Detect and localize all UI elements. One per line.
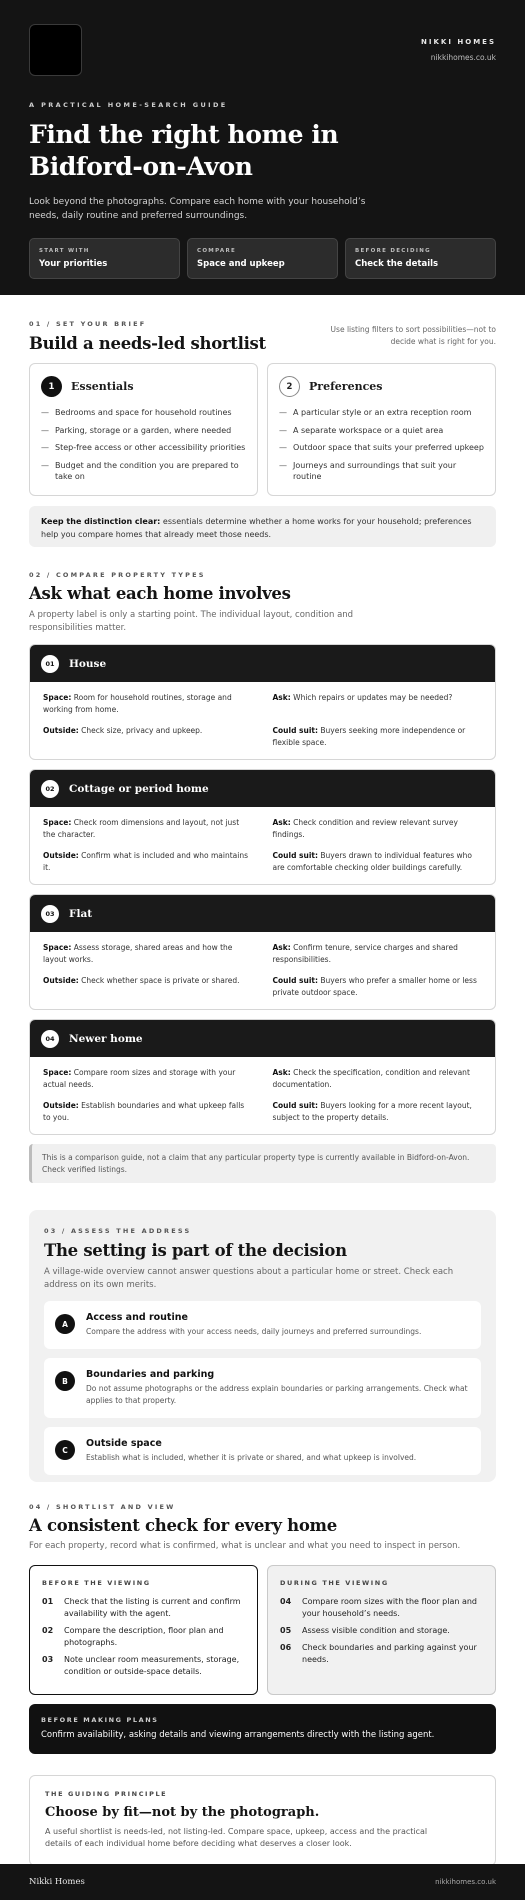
number-badge: 2 [279,376,300,397]
property-type-cottage [29,769,496,885]
address-section [29,1210,496,1482]
item-text: Note unclear room measurements, storage, condition or outside-space details. [64,1655,240,1676]
hero-card-label: COMPARE [197,248,237,254]
card-header [41,376,246,397]
list-item: — Outdoor space that suits your preferred upkeep [279,442,484,454]
value: Compare room sizes and storage with your actual needs. [43,1068,236,1089]
footer-url-link[interactable]: nikkihomes.co.uk [435,1878,496,1886]
principle-text: A useful shortlist is needs-led, not listing-led. Compare space, upkeep, access and the practical details of each individual home before deciding what deserves a closer look. [45,1827,428,1848]
before-making-plans-banner [29,1704,496,1754]
number-badge: 04 [41,1030,59,1048]
value: Assess storage, shared areas and how the layout works. [43,943,233,964]
section-eyebrow: 03 / ASSESS THE ADDRESS [44,1227,192,1235]
brand-name: NIKKI HOMES [421,38,496,46]
item-text: Assess visible condition and storage. [302,1626,450,1635]
label: Could suit: [272,851,319,860]
list-item: — Bedrooms and space for household routines [41,407,246,419]
item-number: 05 [280,1626,292,1635]
priority-cards [29,363,496,496]
property-type-header [30,895,495,932]
space-detail [43,1067,253,1092]
list-item: — A particular style or an extra reception room [279,407,484,419]
list-item: — A separate workspace or a quiet area [279,425,484,437]
property-type-body [30,1057,495,1134]
item-number: 01 [42,1597,54,1606]
label: Could suit: [272,976,319,985]
card-header [279,376,484,397]
could-suit-detail [273,1100,483,1125]
could-suit-detail [273,725,483,750]
item-text: Compare the description, floor plan and photographs. [64,1626,224,1647]
property-type-newer-home [29,1019,496,1135]
card-title: Preferences [309,380,383,393]
preferences-list [279,407,484,483]
section-subtitle: A property label is only a starting point. The individual layout, condition and responsibilities matter. [29,610,354,633]
item-text: Compare room sizes with the floor plan and your household’s needs. [302,1597,478,1618]
label: Could suit: [272,726,319,735]
checklist-item [42,1654,245,1678]
number-badge: 02 [41,780,59,798]
checklist-item [280,1596,483,1620]
card-title: Essentials [71,380,134,393]
address-check-title: Boundaries and parking [86,1369,215,1380]
number-badge: 01 [41,655,59,673]
section-title: Ask what each home involves [29,584,291,603]
label: Space: [43,818,72,827]
hero-card-before-deciding [345,238,496,279]
footer-brand-name: Nikki Homes [29,1877,85,1887]
hero-eyebrow: A PRACTICAL HOME-SEARCH GUIDE [29,101,228,109]
hero-intro: Look beyond the photographs. Compare each home with your household’s needs, daily routine and preferred surroundings. [29,197,366,221]
property-type-header [30,1020,495,1057]
hero-title-line1: Find the right home in [29,120,339,149]
checklist-item [280,1625,483,1637]
value: Buyers seeking more independence or flexible space. [272,726,466,747]
address-check-title: Outside space [86,1438,162,1449]
principle-title: Choose by fit—not by the photograph. [45,1805,320,1820]
item-number: 02 [42,1626,54,1635]
hero-title [29,119,496,183]
hero-card-label: START WITH [39,248,90,254]
callout-text: essentials determine whether a home works for your household; preferences help you compare homes that already meet those needs. [41,517,472,539]
card-label: DURING THE VIEWING [280,1579,389,1587]
could-suit-detail [273,975,483,1000]
property-type-body [30,932,495,1009]
guiding-principle-card [29,1775,496,1866]
property-type-header [30,645,495,682]
label: Ask: [272,693,291,702]
item-number: 06 [280,1643,292,1652]
space-detail [43,942,253,967]
letter-badge: A [55,1314,75,1334]
label: Could suit: [272,1101,319,1110]
label: Ask: [272,818,291,827]
preferences-card [267,363,496,496]
principle-label: THE GUIDING PRINCIPLE [45,1790,168,1798]
viewing-checklists [29,1565,496,1695]
value: Buyers who prefer a smaller home or less private outdoor space. [272,976,477,997]
before-viewing-card [29,1565,258,1695]
property-type-title: Flat [69,907,93,920]
value: Check whether space is private or shared. [78,976,240,985]
property-type-body [30,807,495,884]
value: Check condition and review relevant survey findings. [272,818,458,839]
number-badge: 03 [41,905,59,923]
hero-card-value: Space and upkeep [197,259,285,269]
space-detail [43,817,253,842]
essentials-card [29,363,258,496]
hero-title-line2: Bidford-on-Avon [29,152,253,181]
distinction-callout [29,506,496,547]
brief-note: Use listing filters to sort possibilities—not to decide what is right for you. [330,325,496,346]
hero-card-value: Check the details [355,259,439,269]
property-type-header [30,770,495,807]
label: Outside: [43,726,79,735]
label: Outside: [43,976,79,985]
section-subtitle: For each property, record what is confirmed, what is unclear and what you need to inspect in person. [29,1541,461,1551]
ask-detail [273,817,483,842]
list-item: — Parking, storage or a garden, where needed [41,425,246,437]
section-eyebrow: 02 / COMPARE PROPERTY TYPES [29,571,206,579]
shortlist-section [0,1482,525,1866]
brand-url-link[interactable]: nikkihomes.co.uk [430,53,496,62]
value: Check size, privacy and upkeep. [78,726,203,735]
value: Buyers drawn to individual features who are comfortable checking older buildings carefully. [272,851,472,872]
item-text: Check boundaries and parking against your needs. [302,1643,477,1664]
section-subtitle: A village-wide overview cannot answer questions about a particular home or street. Check each address on its own merits. [44,1267,454,1290]
item-text: Check that the listing is current and confirm availability with the agent. [64,1597,241,1618]
ask-detail [273,1067,483,1092]
item-number: 03 [42,1655,54,1664]
address-check-outside-space [44,1427,481,1475]
ask-detail [273,692,483,717]
ask-detail [273,942,483,967]
could-suit-detail [273,850,483,875]
checklist-item [280,1642,483,1666]
value: Confirm what is included and who maintains it. [43,851,249,872]
item-number: 04 [280,1597,292,1606]
property-type-title: Cottage or period home [69,782,209,795]
hero-card-value: Your priorities [39,259,108,269]
value: Check the specification, condition and relevant documentation. [272,1068,470,1089]
section-eyebrow: 04 / SHORTLIST AND VIEW [29,1503,176,1511]
letter-badge: B [55,1371,75,1391]
address-check-text: Establish what is included, whether it is private or shared, and what upkeep is involved. [86,1453,417,1462]
section-title: Build a needs-led shortlist [29,334,266,353]
address-check-text: Do not assume photographs or the address explain boundaries or parking arrangements. Check what applies to that property. [86,1384,468,1405]
footer [0,1864,525,1900]
value: Which repairs or updates may be needed? [290,693,453,702]
hero-card-label: BEFORE DECIDING [355,248,431,254]
address-check-access [44,1301,481,1349]
label: Space: [43,693,72,702]
address-check-boundaries [44,1358,481,1418]
banner-label: BEFORE MAKING PLANS [41,1716,159,1724]
value: Confirm tenure, service charges and shared responsibilities. [272,943,458,964]
brand-logo[interactable] [29,24,82,76]
property-type-flat [29,894,496,1010]
address-check-content [86,1312,421,1338]
section-title: A consistent check for every home [29,1516,337,1535]
property-types-section [0,547,525,1183]
hero-cards [29,238,496,279]
outside-detail [43,1100,253,1125]
list-item: — Journeys and surroundings that suit your routine [279,460,484,483]
section-eyebrow: 01 / SET YOUR BRIEF [29,320,147,328]
address-check-title: Access and routine [86,1312,188,1323]
letter-badge: C [55,1440,75,1460]
outside-detail [43,850,253,875]
label: Outside: [43,851,79,860]
space-detail [43,692,253,717]
brand [421,38,496,62]
label: Ask: [272,1068,291,1077]
hero-card-compare [187,238,338,279]
hero [0,0,525,295]
during-viewing-card [267,1565,496,1695]
outside-detail [43,975,253,1000]
property-type-house [29,644,496,760]
section-title: The setting is part of the decision [44,1241,347,1260]
property-type-body [30,682,495,759]
property-type-title: Newer home [69,1032,143,1045]
value: Establish boundaries and what upkeep falls to you. [43,1101,245,1122]
comparison-disclaimer: This is a comparison guide, not a claim that any particular property type is currently available in Bidford-on-Avon. Check verified listings. [29,1144,496,1183]
number-badge: 1 [41,376,62,397]
callout-bold: Keep the distinction clear: [41,517,161,526]
address-check-text: Compare the address with your access needs, daily journeys and preferred surroundings. [86,1327,422,1336]
address-check-content [86,1438,416,1464]
value: Room for household routines, storage and working from home. [43,693,232,714]
label: Space: [43,1068,72,1077]
value: Check room dimensions and layout, not just the character. [43,818,240,839]
outside-detail [43,725,253,750]
value: Buyers looking for a more recent layout, subject to the property details. [272,1101,472,1122]
label: Ask: [272,943,291,952]
label: Space: [43,943,72,952]
list-item: — Budget and the condition you are prepared to take on [41,460,246,483]
checklist-item [42,1625,245,1649]
checklist-item [42,1596,245,1620]
card-label: BEFORE THE VIEWING [42,1579,151,1587]
hero-card-start [29,238,180,279]
brief-section [0,295,525,547]
label: Outside: [43,1101,79,1110]
essentials-list [41,407,246,483]
list-item: — Step-free access or other accessibility priorities [41,442,246,454]
address-check-content [86,1369,470,1407]
property-type-title: House [69,657,107,670]
banner-text: Confirm availability, asking details and viewing arrangements directly with the listing agent. [41,1730,435,1740]
